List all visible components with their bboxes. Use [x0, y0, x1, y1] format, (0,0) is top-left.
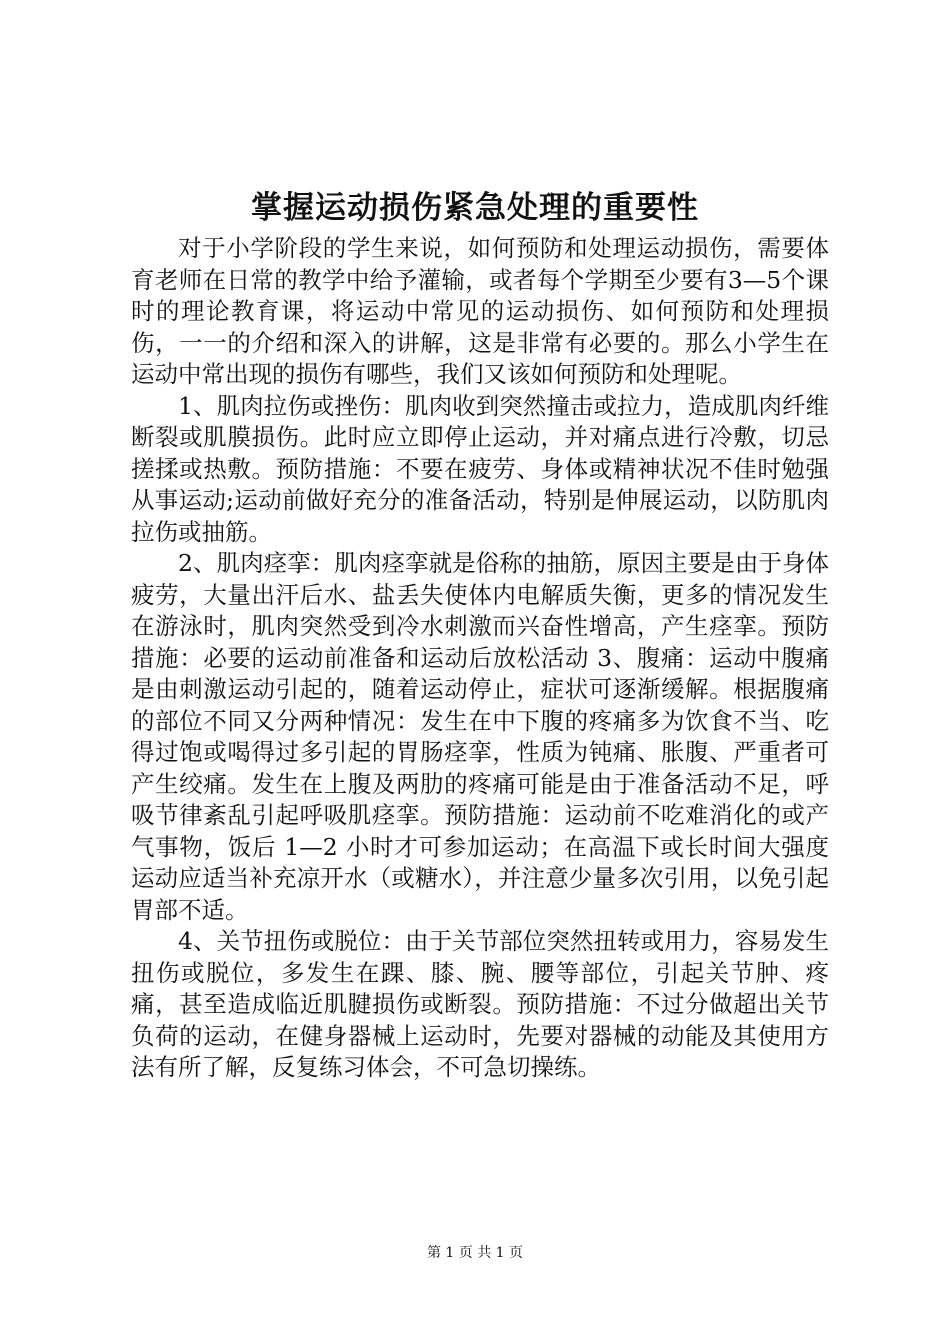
document-body — [131, 233, 829, 1084]
page-footer: 第 1 页 共 1 页 — [426, 1245, 524, 1261]
document-title: 掌握运动损伤紧急处理的重要性 — [251, 190, 699, 226]
intro-paragraph: 对于小学阶段的学生来说，如何预防和处理运动损伤，需要体育老师在日常的教学中给予灌输，或者每个学期至少要有3—5个课时的理论教育课，将运动中常见的运动损伤、如何预防和处理损伤，一一的介绍和深入的讲解，这是非常有必要的。那么小学生在运动中常出现的损伤有哪些，我们又该如何预防和处理呢。 — [131, 234, 829, 388]
joint-sprain-paragraph: 4、关节扭伤或脱位：由于关节部位突然扭转或用力，容易发生扭伤或脱位，多发生在踝、膝、腕、腰等部位，引起关节肿、疼痛，甚至造成临近肌腱损伤或断裂。预防措施：不过分做超出关节负荷的运动，在健身器械上运动时，先要对器械的动能及其使用方法有所了解，反复练习体会，不可急切操练。 — [131, 927, 829, 1081]
muscle-strain-paragraph: 1、肌肉拉伤或挫伤：肌肉收到突然撞击或拉力，造成肌肉纤维断裂或肌膜损伤。此时应立即停止运动，并对痛点进行冷敷，切忌搓揉或热敷。预防措施：不要在疲劳、身体或精神状况不佳时勉强从事运动;运动前做好充分的准备活动，特别是伸展运动，以防肌肉拉伤或抽筋。 — [131, 391, 829, 546]
muscle-cramp-paragraph: 2、肌肉痉挛：肌肉痉挛就是俗称的抽筋，原因主要是由于身体疲劳，大量出汗后水、盐丢失使体内电解质失衡，更多的情况发生在游泳时，肌肉突然受到冷水刺激而兴奋性增高，产生痉挛。预防措施：必要的运动前准备和运动后放松活动 3、腹痛：运动中腹痛是由刺激运动引起的，随着运动停止，症状可逐渐缓解。根据腹痛的部位不同又分两种情况：发生在中下腹的疼痛多为饮食不当、吃得过饱或喝得过多引起的胃肠痉挛，性质为钝痛、胀腹、严重者可产生绞痛。发生在上腹及两肋的疼痛可能是由于准备活动不足，呼吸节律紊乱引起呼吸肌痉挛。预防措施：运动前不吃难消化的或产气事物，饭后 1—2 小时才可参加运动；在高温下或长时间大强度运动应适当补充凉开水（或糖水），并注意少量多次引用，以免引起胃部不适。 — [131, 549, 829, 924]
